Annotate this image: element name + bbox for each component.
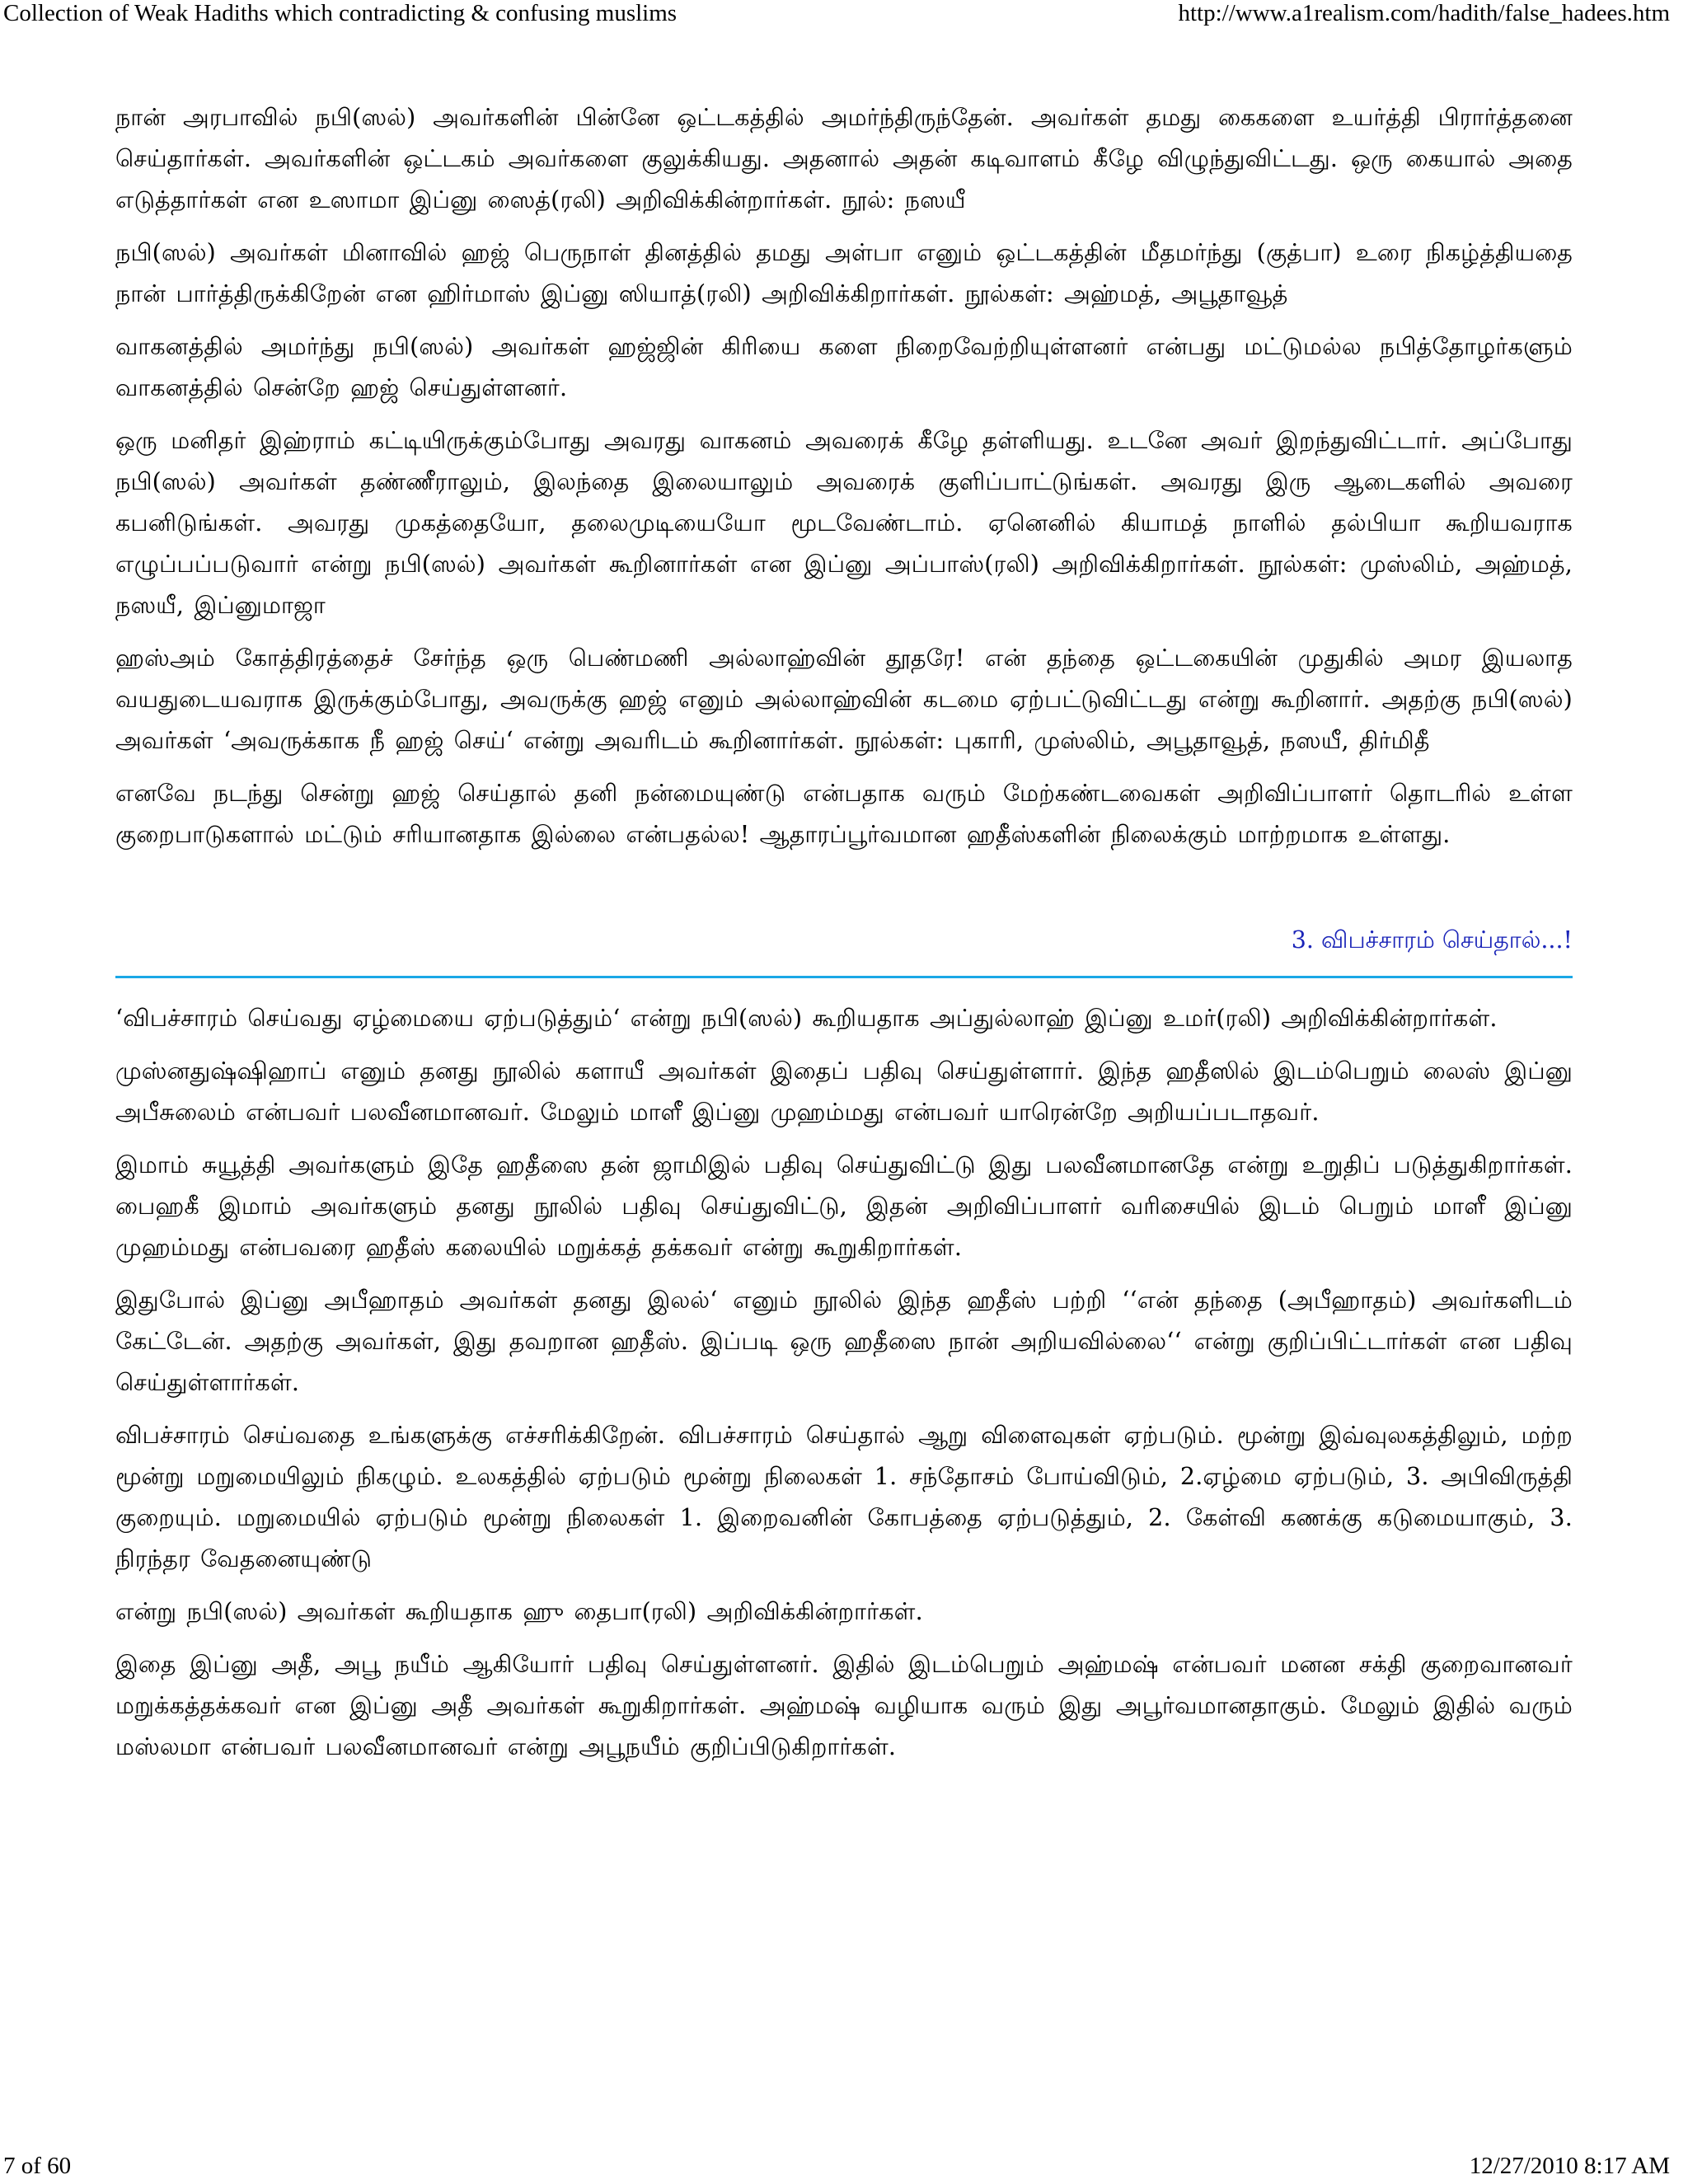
- paragraph: என்று நபி(ஸல்) அவர்கள் கூறியதாக ஹு தைபா(ரலி) அறிவிக்கின்றார்கள்.: [115, 1598, 923, 1625]
- print-header: [0, 0, 1688, 33]
- paragraph: நான் அரபாவில் நபி(ஸல்) அவர்களின் பின்னே ஒட்டகத்தில் அமர்ந்திருந்தேன். அவர்கள் தமது கைகளை உயர்த்தி பிரார்த்தனை செய்தார்கள். அவர்களின் ஒட்டகம் அவர்களை குலுக்கியது. அதனால் அதன் கடிவாளம் கீழே விழுந்துவிட்டது. ஒரு கையால் அதை எடுத்தார்கள் என உஸாமா இப்னு ஸைத்(ரலி) அறிவிக்கின்றார்கள். நூல்: நஸயீ: [115, 104, 1573, 213]
- paragraph: எனவே நடந்து சென்று ஹஜ் செய்தால் தனி நன்மையுண்டு என்பதாக வரும் மேற்கண்டவைகள் அறிவிப்பாளர் தொடரில் உள்ள குறைபாடுகளால் மட்டும் சரியானதாக இல்லை என்பதல்ல! ஆதாரப்பூர்வமான ஹதீஸ்களின் நிலைக்கும் மாற்றமாக உள்ளது.: [115, 780, 1573, 848]
- paragraph: ஹஸ்அம் கோத்திரத்தைச் சேர்ந்த ஒரு பெண்மணி அல்லாஹ்வின் தூதரே! என் தந்தை ஒட்டகையின் முதுகில் அமர இயலாத வயதுடையவராக இருக்கும்போது, அவருக்கு ஹஜ் எனும் அல்லாஹ்வின் கடமை ஏற்பட்டுவிட்டது என்று கூறினார். அதற்கு நபி(ஸல்) அவர்கள் ‘அவருக்காக நீ ஹஜ் செய்‘ என்று அவரிடம் கூறினார்கள். நூல்கள்: புகாரி, முஸ்லிம், அபூதாவூத், நஸயீ, திர்மிதீ: [115, 644, 1573, 754]
- paragraph: இதுபோல் இப்னு அபீஹாதம் அவர்கள் தனது இலல்‘ எனும் நூலில் இந்த ஹதீஸ் பற்றி ‘‘என் தந்தை (அபீஹாதம்) அவர்களிடம் கேட்டேன். அதற்கு அவர்கள், இது தவறான ஹதீஸ். இப்படி ஒரு ஹதீஸை நான் அறியவில்லை‘‘ என்று குறிப்பிட்டார்கள் என பதிவு செய்துள்ளார்கள்.: [115, 1286, 1573, 1396]
- paragraph: விபச்சாரம் செய்வதை உங்களுக்கு எச்சரிக்கிறேன். விபச்சாரம் செய்தால் ஆறு விளைவுகள் ஏற்படும். மூன்று இவ்வுலகத்திலும், மற்ற மூன்று மறுமையிலும் நிகழும். உலகத்தில் ஏற்படும் மூன்று நிலைகள் 1. சந்தோசம் போய்விடும், 2.ஏழ்மை ஏற்படும், 3. அபிவிருத்தி குறையும். மறுமையில் ஏற்படும் மூன்று நிலைகள் 1. இறைவனின் கோபத்தை ஏற்படுத்தும், 2. கேள்வி கணக்கு கடுமையாகும், 3. நிரந்தர வேதனையுண்டு: [115, 1422, 1573, 1572]
- paragraph: வாகனத்தில் அமர்ந்து நபி(ஸல்) அவர்கள் ஹஜ்ஜின் கிரியை களை நிறைவேற்றியுள்ளனர் என்பது மட்டுமல்ல நபித்தோழர்களும் வாகனத்தில் சென்றே ஹஜ் செய்துள்ளனர்.: [115, 333, 1573, 401]
- page-url: http://www.a1realism.com/hadith/false_hadees.htm: [1178, 0, 1670, 26]
- paragraph: முஸ்னதுஷ்ஷிஹாப் எனும் தனது நூலில் களாயீ அவர்கள் இதைப் பதிவு செய்துள்ளார். இந்த ஹதீஸில் இடம்பெறும் லைஸ் இப்னு அபீசுலைம் என்பவர் பலவீனமானவர். மேலும் மாளீ இப்னு முஹம்மது என்பவர் யாரென்றே அறியப்படாதவர்.: [115, 1057, 1573, 1126]
- document-title: Collection of Weak Hadiths which contradicting & confusing muslims: [3, 0, 678, 26]
- print-datetime: 12/27/2010 8:17 AM: [1469, 2153, 1670, 2179]
- paragraph: இமாம் சுயூத்தி அவர்களும் இதே ஹதீஸை தன் ஜாமிஇல் பதிவு செய்துவிட்டு இது பலவீனமானதே என்று உறுதிப் படுத்துகிறார்கள். பைஹகீ இமாம் அவர்களும் தனது நூலில் பதிவு செய்துவிட்டு, இதன் அறிவிப்பாளர் வரிசையில் இடம் பெறும் மாளீ இப்னு முஹம்மது என்பவரை ஹதீஸ் கலையில் மறுக்கத் தக்கவர் என்று கூறுகிறார்கள்.: [115, 1151, 1573, 1261]
- section-divider: [115, 976, 1573, 978]
- paragraph: இதை இப்னு அதீ, அபூ நயீம் ஆகியோர் பதிவு செய்துள்ளனர். இதில் இடம்பெறும் அஹ்மஷ் என்பவர் மனன சக்தி குறைவானவர் மறுக்கத்தக்கவர் என இப்னு அதீ அவர்கள் கூறுகிறார்கள். அஹ்மஷ் வழியாக வரும் இது அபூர்வமானதாகும். மேலும் இதில் வரும் மஸ்லமா என்பவர் பலவீனமானவர் என்று அபூநயீம் குறிப்பிடுகிறார்கள்.: [115, 1651, 1573, 1760]
- print-footer: [0, 2151, 1688, 2184]
- page-number: 7 of 60: [3, 2153, 72, 2179]
- paragraph: நபி(ஸல்) அவர்கள் மினாவில் ஹஜ் பெருநாள் தினத்தில் தமது அள்பா எனும் ஒட்டகத்தின் மீதமர்ந்து (குத்பா) உரை நிகழ்த்தியதை நான் பார்த்திருக்கிறேன் என ஹிர்மாஸ் இப்னு ஸியாத்(ரலி) அறிவிக்கிறார்கள். நூல்கள்: அஹ்மத், அபூதாவூத்: [115, 239, 1573, 307]
- article-content: [115, 97, 1573, 2075]
- paragraph: ஒரு மனிதர் இஹ்ராம் கட்டியிருக்கும்போது அவரது வாகனம் அவரைக் கீழே தள்ளியது. உடனே அவர் இறந்துவிட்டார். அப்போது நபி(ஸல்) அவர்கள் தண்ணீராலும், இலந்தை இலையாலும் அவரைக் குளிப்பாட்டுங்கள். அவரது இரு ஆடைகளில் அவரை கபனிடுங்கள். அவரது முகத்தையோ, தலைமுடியையோ மூடவேண்டாம். ஏனெனில் கியாமத் நாளில் தல்பியா கூறியவராக எழுப்பப்படுவார் என்று நபி(ஸல்) அவர்கள் கூறினார்கள் என இப்னு அப்பாஸ்(ரலி) அறிவிக்கிறார்கள். நூல்கள்: முஸ்லிம், அஹ்மத், நஸயீ, இப்னுமாஜா: [115, 427, 1573, 619]
- paragraph: ‘விபச்சாரம் செய்வது ஏழ்மையை ஏற்படுத்தும்‘ என்று நபி(ஸல்) கூறியதாக அப்துல்லாஹ் இப்னு உமர்(ரலி) அறிவிக்கின்றார்கள்.: [115, 1005, 1498, 1032]
- section-heading: 3. விபச்சாரம் செய்தால்...!: [1291, 926, 1573, 954]
